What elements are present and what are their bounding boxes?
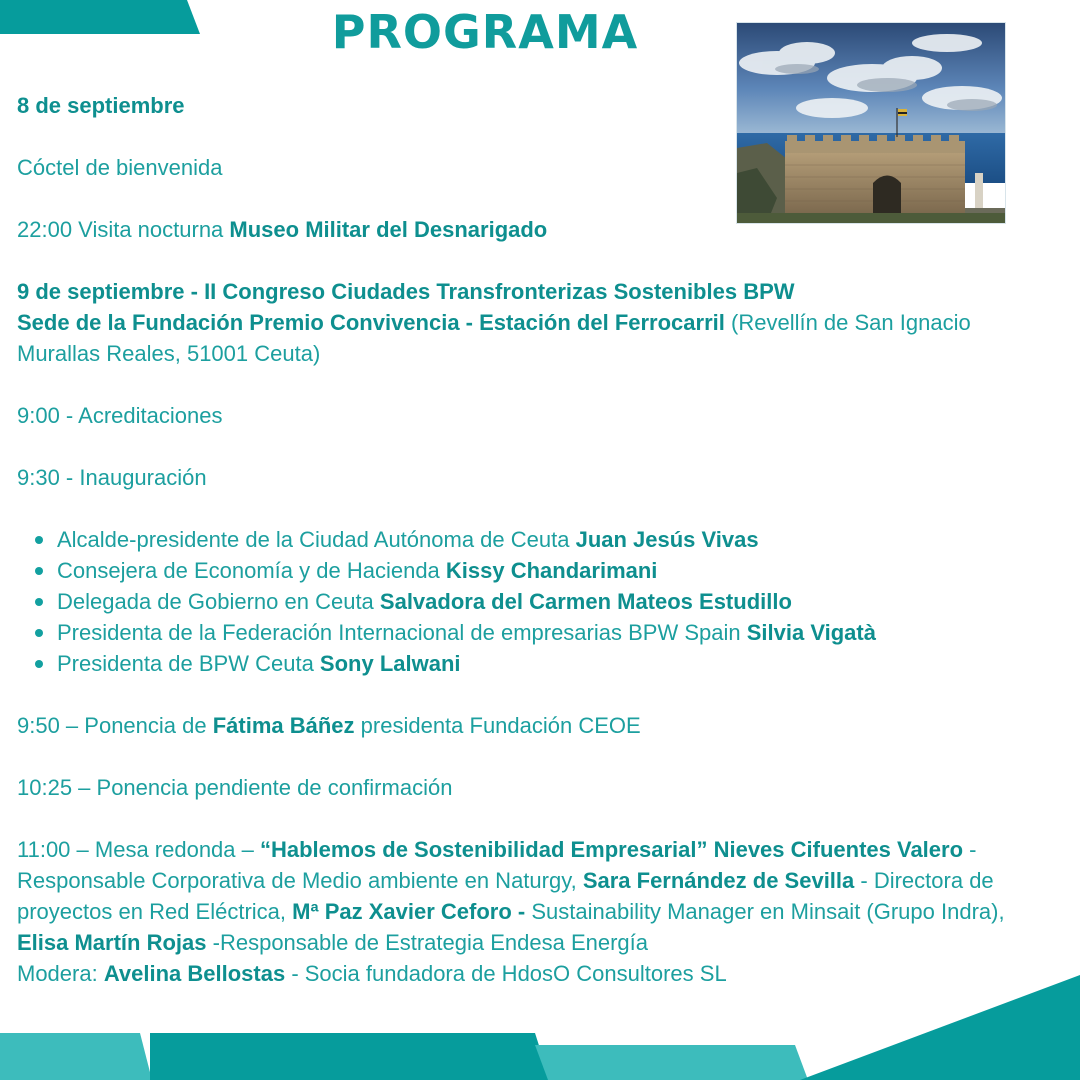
mesa-redonda — [17, 834, 1017, 958]
speakers-list — [17, 524, 1017, 679]
acreditaciones: 9:00 - Acreditaciones — [17, 403, 223, 428]
list-item — [57, 524, 1017, 555]
inauguracion: 9:30 - Inauguración — [17, 465, 207, 490]
modera-role: - Socia fundadora de HdosO Consultores SL — [285, 961, 727, 986]
mesa-time: 11:00 – Mesa redonda – — [17, 837, 260, 862]
day2-heading: 9 de septiembre - II Congreso Ciudades Transfronterizas Sostenibles BPW — [17, 279, 795, 304]
mesa-role-4: -Responsable de Estrategia Endesa Energía — [206, 930, 649, 955]
ponencia-speaker: Fátima Báñez — [212, 713, 355, 738]
list-item — [57, 555, 1017, 586]
mesa-title: “Hablemos de Sostenibilidad Empresarial” Nieves Cifuentes Valero — [260, 837, 964, 862]
speaker-name: Juan Jesús Vivas — [575, 527, 759, 552]
speaker-name: Sony Lalwani — [319, 651, 461, 676]
ponencia-pendiente: 10:25 – Ponencia pendiente de confirmación — [17, 775, 453, 800]
day1-date: 8 de septiembre — [17, 93, 185, 118]
modera-name: Avelina Bellostas — [103, 961, 286, 986]
venue-name: Sede de la Fundación Premio Convivencia - Estación del Ferrocarril — [17, 310, 725, 335]
visita-place: Museo Militar del Desnarigado — [229, 217, 548, 242]
day2-venue — [17, 307, 1017, 369]
venue-address: (Revellín de San Ignacio Murallas Reales, 51001 Ceuta) — [17, 310, 971, 366]
modera-label: Modera: — [17, 961, 104, 986]
mesa-role-1: - Responsable Corporativa de Medio ambiente en Naturgy, — [17, 837, 977, 893]
list-item — [57, 648, 1017, 679]
speaker-role: Alcalde-presidente de la Ciudad Autónoma de Ceuta — [57, 527, 576, 552]
speaker-name: Salvadora del Carmen Mateos Estudillo — [379, 589, 792, 614]
visita-time: 22:00 Visita nocturna — [17, 217, 230, 242]
speaker-role: Presidenta de la Federación Internacional de empresarias BPW Spain — [57, 620, 747, 645]
bottom-middle-dark-shape — [150, 1033, 550, 1080]
list-item — [57, 586, 1017, 617]
ponencia-role: presidenta Fundación CEOE — [354, 713, 641, 738]
modera — [17, 958, 1017, 989]
page-title: PROGRAMA — [331, 5, 639, 59]
speaker-role: Delegada de Gobierno en Ceuta — [57, 589, 380, 614]
ponencia-banez — [17, 710, 1017, 741]
list-item — [57, 617, 1017, 648]
mesa-role-2: - Directora de proyectos en Red Eléctrica, — [17, 868, 994, 924]
ponencia-time: 9:50 – Ponencia de — [17, 713, 213, 738]
bottom-right-dark-shape — [800, 975, 1080, 1080]
mesa-role-3: Sustainability Manager en Minsait (Grupo Indra), — [525, 899, 1005, 924]
speaker-name: Silvia Vigatà — [746, 620, 876, 645]
speaker-role: Consejera de Economía y de Hacienda — [57, 558, 446, 583]
mesa-name-4: Elisa Martín Rojas — [17, 930, 207, 955]
mesa-name-3: Mª Paz Xavier Ceforo - — [292, 899, 526, 924]
program-content — [17, 90, 1017, 989]
day1-item-coctel: Cóctel de bienvenida — [17, 155, 223, 180]
speaker-role: Presidenta de BPW Ceuta — [57, 651, 320, 676]
speaker-name: Kissy Chandarimani — [445, 558, 658, 583]
mesa-name-2: Sara Fernández de Sevilla — [582, 868, 855, 893]
top-left-banner — [0, 0, 200, 34]
bottom-left-light-shape — [0, 1033, 152, 1080]
day1-item-visita — [17, 214, 1017, 245]
bottom-center-light-shape — [535, 1045, 808, 1080]
